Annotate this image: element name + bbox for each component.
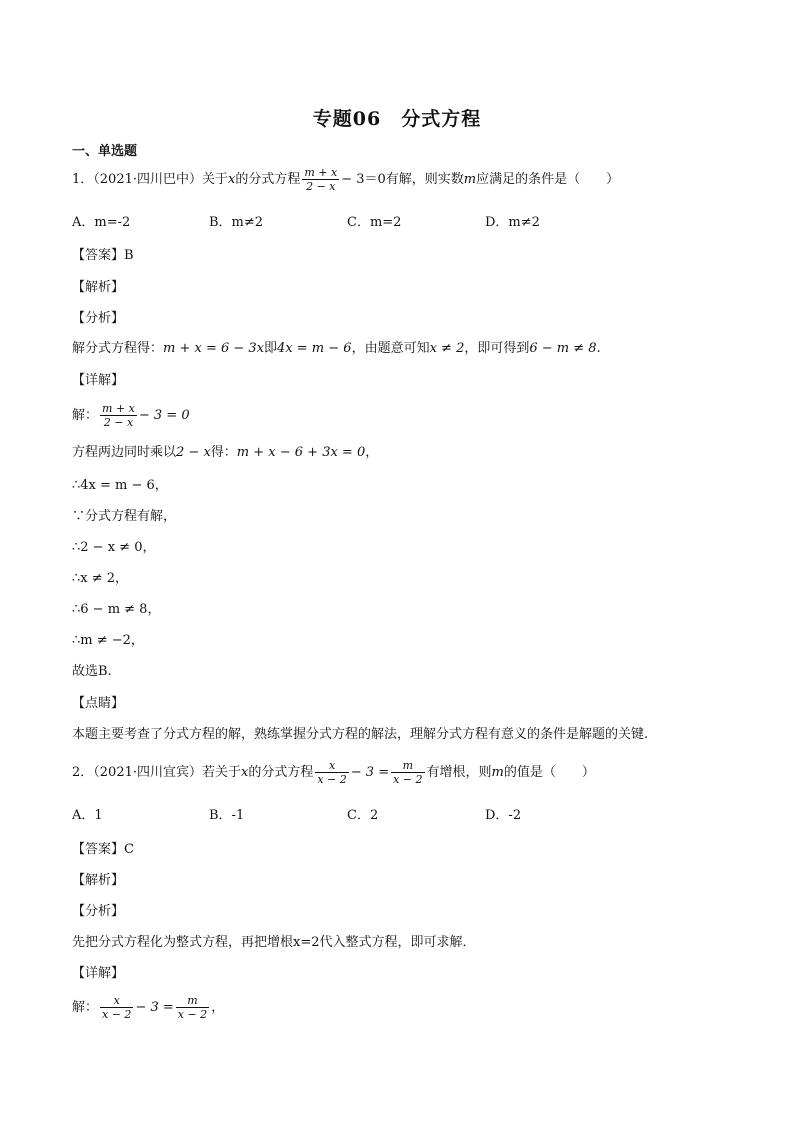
q2-analysis-heading: 【解析】 — [72, 873, 125, 888]
q1-stem: 1．（2021·四川巴中）关于x的分式方程 $\frac{m + x}{2 - x}$ − 3＝0有解，则实数m应满足的条件是（ ） — [72, 166, 620, 193]
q1-step-5: ∴x ≠ 2， — [72, 571, 129, 586]
q2-answer: 【答案】C — [72, 842, 134, 857]
q1-step-4: ∴2 − x ≠ 0， — [72, 540, 156, 555]
q2-option-d: D．-2 — [485, 808, 522, 823]
q1-jie-fraction: $\frac{m + x}{2 - x}$ — [102, 402, 135, 429]
page-title: 专题06 分式方程 — [312, 108, 482, 130]
q2-option-a: A．1 — [72, 808, 103, 823]
q2-fenxi-text: 先把分式方程化为整式方程，再把增根x=2代入整式方程，即可求解． — [72, 935, 476, 950]
q2-stem: 2．（2021·四川宜宾）若关于x的分式方程 $\frac{x}{x - 2}$ − 3 = $\frac{m}{x - 2}$ 有增根，则m的值是（ ） — [72, 759, 595, 786]
q2-fraction-right: $\frac{m}{x - 2}$ — [393, 759, 423, 786]
q1-analysis-heading: 【解析】 — [72, 280, 125, 295]
q1-option-b: B．m≠2 — [209, 215, 264, 230]
section-heading: 一、单选题 — [72, 144, 138, 159]
q1-option-d: D．m≠2 — [485, 215, 540, 230]
q1-option-a: A．m=-2 — [72, 215, 131, 230]
q2-detail-heading: 【详解】 — [72, 966, 125, 981]
q1-fenxi-text: 解分式方程得：m + x = 6 − 3x即4x = m − 6，由题意可知x ≠ 2，即可得到6 − m ≠ 8. — [72, 341, 601, 356]
q1-option-c: C．m=2 — [347, 215, 402, 230]
q2-fraction-left: $\frac{x}{x - 2}$ — [317, 759, 347, 786]
q1-dianjing-heading: 【点睛】 — [72, 696, 125, 711]
q2-jie-fraction-right: $\frac{m}{x - 2}$ — [177, 994, 208, 1021]
q1-step-3: ∵分式方程有解， — [72, 509, 177, 524]
q1-dianjing-text: 本题主要考查了分式方程的解，熟练掌握分式方程的解法，理解分式方程有意义的条件是解题的关键. — [72, 727, 649, 742]
q1-conclusion: 故选B. — [72, 664, 112, 679]
q2-option-b: B．-1 — [209, 808, 245, 823]
q1-fraction: $\frac{m + x}{2 - x}$ — [304, 166, 338, 193]
q2-fenxi-heading: 【分析】 — [72, 904, 125, 919]
q1-step-1: 方程两边同时乘以2 − x得：m + x − 6 + 3x = 0， — [72, 445, 379, 460]
q1-detail-heading: 【详解】 — [72, 373, 125, 388]
q2-option-c: C．2 — [347, 808, 379, 823]
q2-jie: 解： $\frac{x}{x - 2}$ − 3 = $\frac{m}{x - 2}$ ， — [72, 994, 225, 1021]
q1-step-6: ∴6 − m ≠ 8， — [72, 602, 161, 617]
q1-fenxi-heading: 【分析】 — [72, 311, 125, 326]
q1-answer: 【答案】B — [72, 248, 134, 263]
q1-step-2: ∴4x = m − 6， — [72, 478, 168, 493]
q1-step-7: ∴m ≠ −2， — [72, 633, 144, 648]
q2-jie-fraction-left: $\frac{x}{x - 2}$ — [102, 994, 132, 1021]
q1-jie: 解： $\frac{m + x}{2 - x}$ − 3 = 0 — [72, 402, 190, 429]
